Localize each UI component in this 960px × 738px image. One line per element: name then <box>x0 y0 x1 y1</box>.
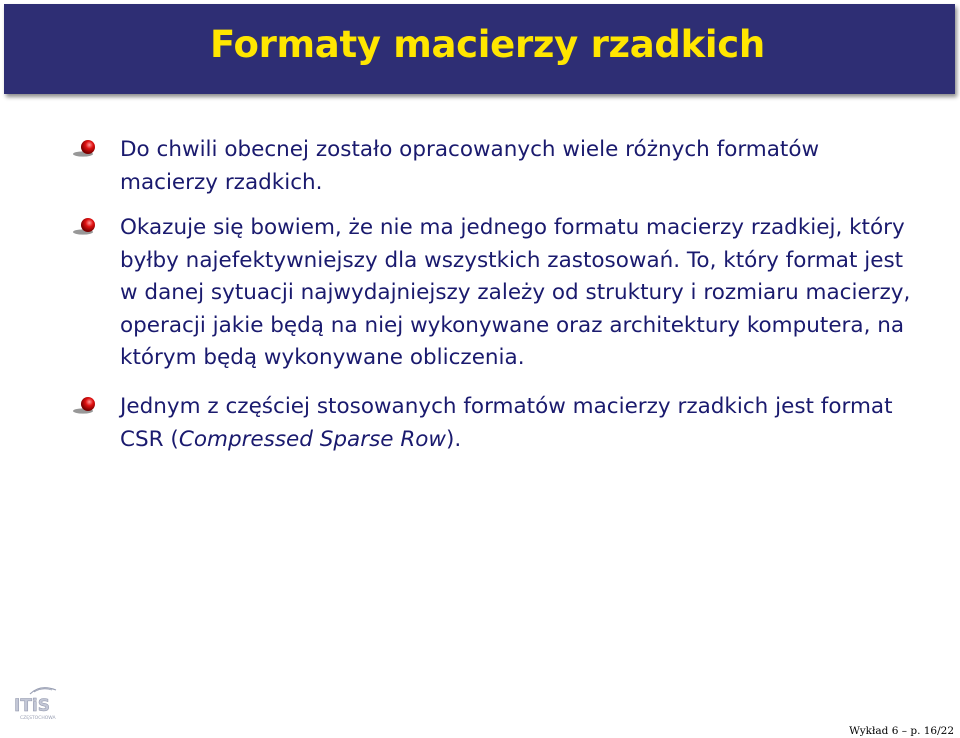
logo-text: ITiS <box>14 696 50 716</box>
bullet-text <box>120 391 920 456</box>
institute-logo <box>10 684 68 722</box>
bullet-text-italic: Compressed Sparse Row <box>178 426 447 452</box>
red-ball-bullet-icon <box>72 395 98 415</box>
logo-subtext: CZĘSTOCHOWA <box>20 716 56 721</box>
bullet-text-after: ). <box>446 426 462 452</box>
page-footer: Wykład 6 – p. 16/22 <box>849 725 954 737</box>
red-ball-bullet-icon <box>72 138 98 158</box>
slide-title: Formaty macierzy rzadkich <box>210 23 765 66</box>
red-ball-bullet-icon <box>72 216 98 236</box>
title-bar <box>4 4 955 94</box>
bullet-text-before: Jednym z częściej stosowanych formatów macierzy rzadkich jest format CSR ( <box>120 394 893 452</box>
bullet-text: Do chwili obecnej zostało opracowanych wiele różnych formatów macierzy rzadkich. <box>120 137 820 195</box>
bullet-text: Okazuje się bowiem, że nie ma jednego formatu macierzy rzadkiej, który byłby najefektywniejszy dla wszystkich zastosowań. To, który format jest w danej sytuacji najwydajniejszy zależy od struktury i rozmiaru macierzy, operacji jakie będą na niej wykonywane oraz architektury komputera, na którym będą wykonywane obliczenia. <box>120 215 911 370</box>
